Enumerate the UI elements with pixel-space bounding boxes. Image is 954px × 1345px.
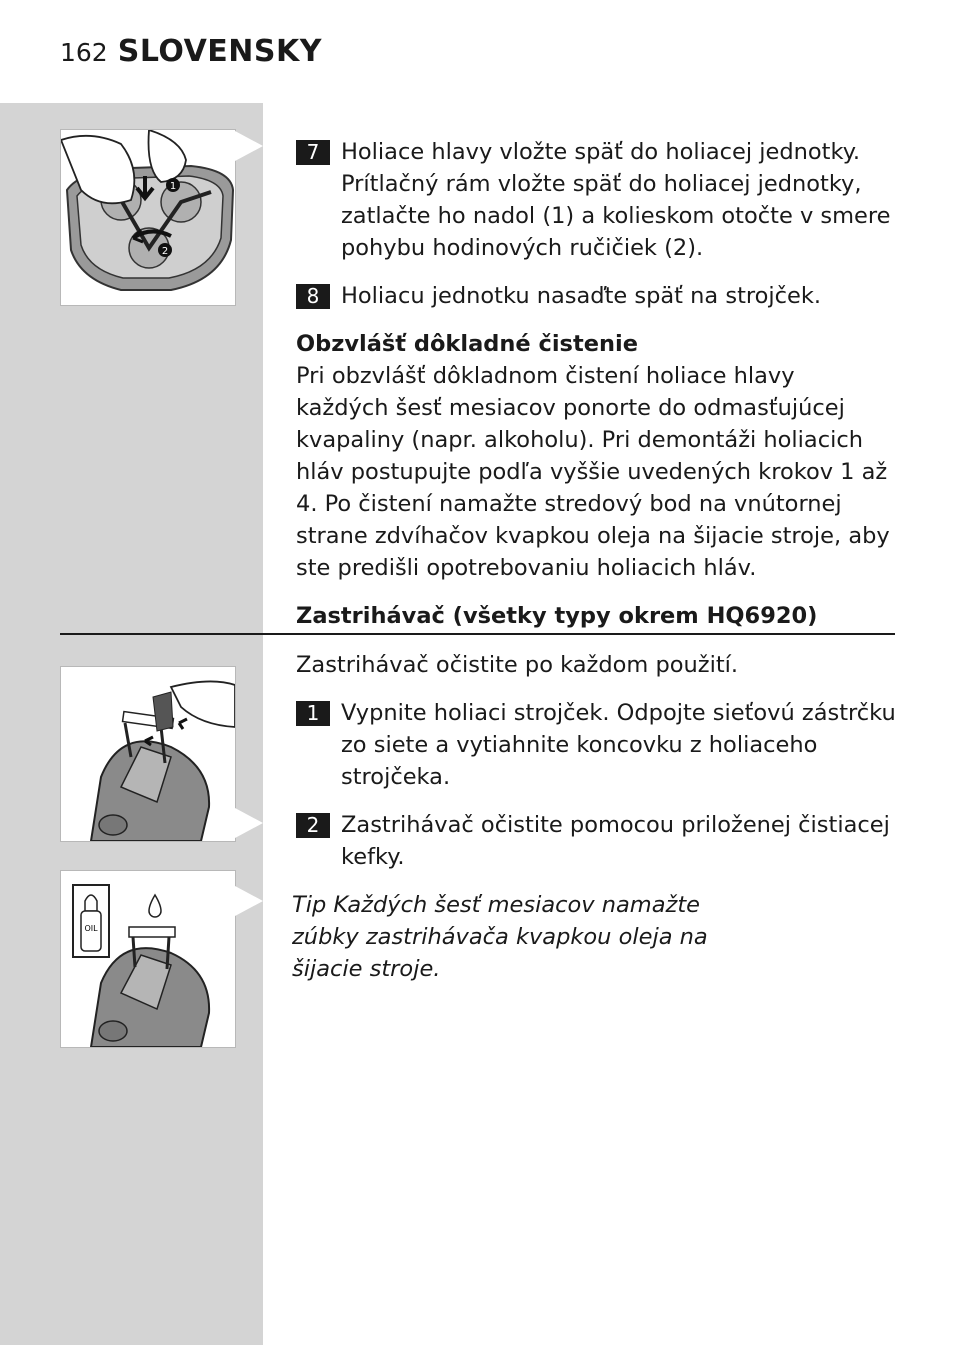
trimmer-brush-illustration bbox=[61, 667, 235, 841]
step-number-badge: 8 bbox=[296, 284, 330, 309]
shaving-unit-illustration bbox=[61, 130, 235, 305]
trimmer-intro: Zastrihávač očistite po každom použití. bbox=[296, 652, 739, 678]
thorough-cleaning-body: Pri obzvlášť dôkladnom čistení holiace hlavy každých šesť mesiacov ponorte do odmasťujúcej kvapaliny (napr. alkoholu). Pri demontáži holiacich hláv postupujte podľa vyššie uvedených krokov 1 až 4. Po čistení namažte stredový bod na vnútornej strane zdvíhačov kvapkou oleja na šijacie stroje, aby ste predišli opotrebovaniu holiacich hláv. bbox=[296, 363, 890, 581]
step-8 bbox=[296, 280, 896, 312]
page-header bbox=[60, 34, 322, 69]
oil-bottle-label: OIL bbox=[84, 924, 98, 933]
thorough-cleaning-heading: Obzvlášť dôkladné čistenie bbox=[296, 331, 638, 357]
figure-pointer bbox=[235, 808, 263, 838]
trimmer-heading: Zastrihávač (všetky typy okrem HQ6920) bbox=[296, 603, 818, 629]
step-number-badge: 7 bbox=[296, 140, 330, 165]
figure-pointer bbox=[235, 131, 263, 161]
trimmer-step-2 bbox=[296, 809, 896, 873]
trimmer-step-1 bbox=[296, 697, 896, 793]
figure-trimmer-brush bbox=[60, 666, 236, 842]
figure-shaving-unit bbox=[60, 129, 236, 306]
callout-1: 1 bbox=[169, 181, 177, 192]
step-text: Holiacu jednotku nasaďte späť na strojček. bbox=[341, 283, 822, 309]
step-7 bbox=[296, 136, 896, 264]
figure-trimmer-oil bbox=[60, 870, 236, 1048]
page-number: 162 bbox=[60, 38, 108, 67]
trimmer-oil-illustration bbox=[61, 871, 235, 1047]
callout-2: 2 bbox=[161, 246, 169, 257]
step-number-badge: 1 bbox=[296, 701, 330, 726]
step-text: Holiace hlavy vložte späť do holiacej jednotky. Prítlačný rám vložte späť do holiacej jednotky, zatlačte ho nadol (1) a kolieskom otočte v smere pohybu hodinových ručičiek (2). bbox=[341, 139, 891, 261]
language-title: SLOVENSKY bbox=[117, 34, 322, 69]
section-divider bbox=[60, 633, 895, 635]
step-number-badge: 2 bbox=[296, 813, 330, 838]
step-text: Vypnite holiaci strojček. Odpojte sieťovú zástrčku zo siete a vytiahnite koncovku z holiaceho strojčeka. bbox=[341, 700, 896, 790]
tip-text: Tip Každých šesť mesiacov namažte zúbky zastrihávača kvapkou oleja na šijacie stroje. bbox=[292, 892, 708, 982]
figure-pointer bbox=[235, 886, 263, 916]
step-text: Zastrihávač očistite pomocou priloženej čistiacej kefky. bbox=[341, 812, 890, 870]
